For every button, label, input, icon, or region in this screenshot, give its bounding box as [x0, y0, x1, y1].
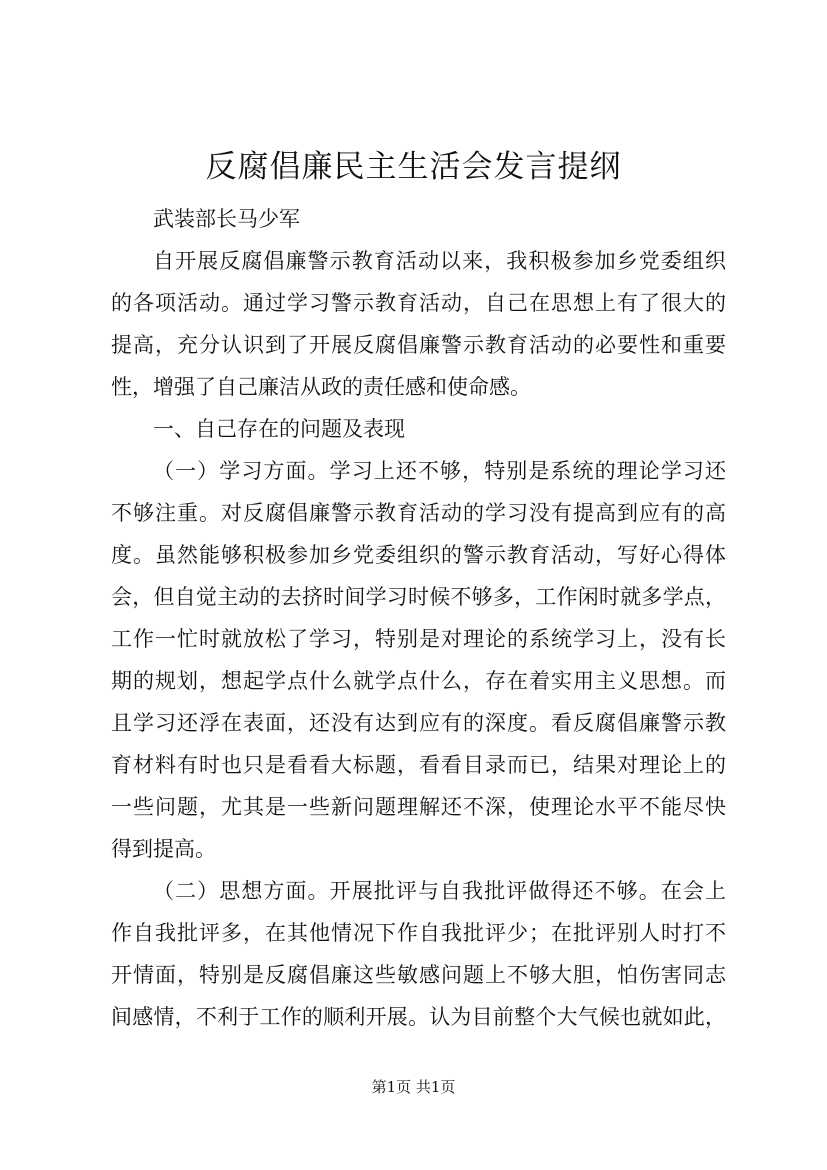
text-line: 得到提高。 — [111, 837, 216, 861]
text-line: 提高，充分认识到了开展反腐倡廉警示教育活动的必要性和重要 — [111, 333, 726, 357]
text-line: （一）学习方面。学习上还不够，特别是系统的理论学习还 — [153, 459, 726, 483]
text-line: 自开展反腐倡廉警示教育活动以来，我积极参加乡党委组织 — [153, 249, 726, 273]
text-line: 一些问题，尤其是一些新问题理解还不深，使理论水平不能尽快 — [111, 795, 726, 819]
document-title: 反腐倡廉民主生活会发言提纲 — [205, 149, 622, 185]
author-line: 武装部长马少军 — [153, 207, 300, 231]
text-line: 的各项活动。通过学习警示教育活动，自己在思想上有了很大的 — [111, 291, 726, 315]
text-line: 度。虽然能够积极参加乡党委组织的警示教育活动，写好心得体 — [111, 543, 726, 567]
text-line: 间感情，不利于工作的顺利开展。认为目前整个大气候也就如此， — [111, 1005, 726, 1029]
text-line: 工作一忙时就放松了学习，特别是对理论的系统学习上，没有长 — [111, 627, 726, 651]
text-line: 性，增强了自己廉洁从政的责任感和使命感。 — [111, 375, 531, 399]
text-line: 一、自己存在的问题及表现 — [153, 417, 405, 441]
text-line: 作自我批评多，在其他情况下作自我批评少；在批评别人时打不 — [111, 921, 726, 945]
text-line: 育材料有时也只是看看大标题，看看目录而已，结果对理论上的 — [111, 753, 726, 777]
paragraph-study — [111, 450, 726, 870]
document-body — [111, 198, 726, 1038]
text-line: 期的规划，想起学点什么就学点什么，存在着实用主义思想。而 — [111, 669, 726, 693]
text-line: 不够注重。对反腐倡廉警示教育活动的学习没有提高到应有的高 — [111, 501, 726, 525]
paragraph-intro — [111, 240, 726, 408]
section-heading — [111, 408, 726, 450]
text-line: 且学习还浮在表面，还没有达到应有的深度。看反腐倡廉警示教 — [111, 711, 726, 735]
paragraph-thinking — [111, 870, 726, 1038]
text-line: 开情面，特别是反腐倡廉这些敏感问题上不够大胆，怕伤害同志 — [111, 963, 726, 987]
text-line: 会，但自觉主动的去挤时间学习时候不够多，工作闲时就多学点， — [111, 585, 726, 609]
page-footer: 第1页 共1页 — [371, 1078, 456, 1096]
text-line: （二）思想方面。开展批评与自我批评做得还不够。在会上 — [153, 879, 726, 903]
